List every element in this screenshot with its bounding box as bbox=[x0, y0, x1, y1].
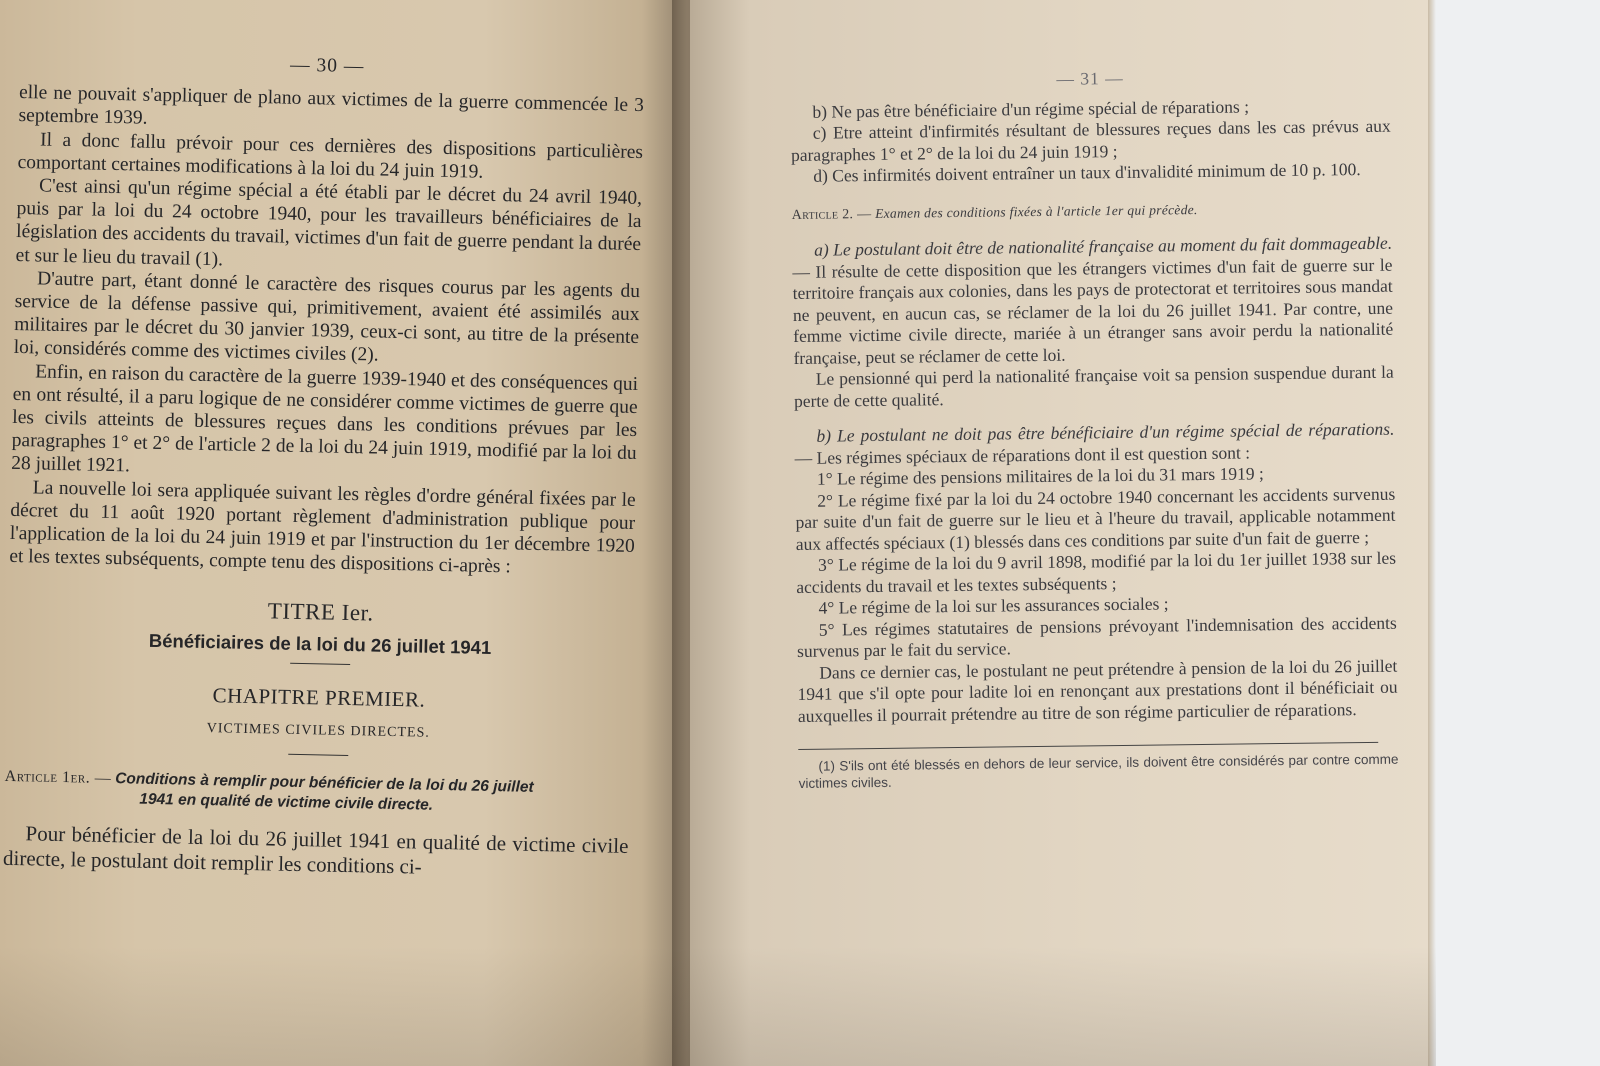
regime-item: 3° Le régime de la loi du 9 avril 1898, modifié par la loi du 1er juillet 1938 sur les accidents du travail et les textes subséquents ; bbox=[796, 547, 1397, 597]
article-title: Examen des conditions fixées à l'article 1er qui précède. bbox=[875, 201, 1198, 221]
regime-item: 4° Le régime de la loi sur les assurances sociales ; bbox=[818, 593, 1169, 618]
chapter-heading: CHAPITRE PREMIER. bbox=[212, 683, 426, 712]
right-page-text bbox=[790, 65, 1399, 792]
paragraph: Enfin, en raison du caractère de la guerre 1939-1940 et des conséquences qui en ont résulté, il a paru logique de ne considérer comme victimes de guerre que les civils atteints de blessures reçues dans les conditions prévues par les paragraphes 1° et 2° de l'article 2 de la loi du 24 juin 1919, modifié par la loi du 28 juillet 1921. bbox=[11, 361, 639, 477]
page-edge bbox=[1428, 0, 1436, 1066]
chapter-subtitle: VICTIMES CIVILES DIRECTES. bbox=[206, 721, 430, 741]
paragraph: D'autre part, étant donné le caractère des risques courus par les agents du service de la défense passive qui, primitivement, avaient été assimilés aux militaires par le décret du 30 janvier 1939, ceux-ci sont, au titre de la présente loi, considérés comme des victimes civiles (2). bbox=[13, 268, 641, 367]
page-number: — 31 — bbox=[1056, 67, 1124, 89]
divider bbox=[290, 663, 350, 665]
regime-item: 1° Le régime des pensions militaires de la loi du 31 mars 1919 ; bbox=[816, 463, 1264, 489]
paragraph-a-text: — Il résulte de cette disposition que les étrangers victimes d'un fait de guerre sur le territoire français aux colonies, dans les pays de protectorat et territoires sous mandat ne peuvent, en aucun cas, se réclamer de la loi du 26 juillet 1941. Par contre, une femme victime civile directe, mariée à un étranger sans avoir perdu la nationalité française, peut se réclamer de cette loi. bbox=[792, 254, 1394, 368]
article-label: Article 2. — bbox=[791, 206, 872, 223]
paragraph: Pour bénéficier de la loi du 26 juillet 1941 en qualité de victime civile directe, le postulant doit remplir les conditions ci- bbox=[2, 821, 629, 879]
paragraph-a bbox=[792, 233, 1394, 369]
article-1-heading bbox=[4, 767, 630, 820]
condition-item: b) Ne pas être bénéficiaire d'un régime spécial de réparations ; bbox=[812, 95, 1250, 122]
paragraph: Le pensionné qui perd la nationalité française voit sa pension suspendue durant la perte de cette qualité. bbox=[793, 361, 1394, 411]
footnote-divider bbox=[798, 742, 1378, 750]
article-label: Article 1er. — bbox=[4, 768, 112, 788]
paragraph-b bbox=[794, 419, 1394, 469]
paragraph: C'est ainsi qu'un régime spécial a été établi par le décret du 24 avril 1940, puis par la loi du 24 octobre 1940, pour les travailleurs bénéficiaires de la législation des accidents du travail, victimes d'un fait de guerre pendant la durée et sur le lieu du travail (1). bbox=[15, 175, 643, 270]
titre-subtitle: Bénéficiaires de la loi du 26 juillet 1941 bbox=[148, 629, 492, 658]
article-title-continued: 1941 en qualité de victime civile directe. bbox=[139, 790, 434, 815]
condition-item: c) Etre atteint d'infirmités résultant de blessures reçues dans les cas prévus aux paragraphes 1° et 2° de la loi du 24 juin 1919 ; bbox=[790, 115, 1391, 165]
regime-item: 5° Les régimes statutaires de pensions prévoyant l'indemnisation des accidents survenus par le fait du service. bbox=[796, 612, 1397, 661]
paragraph: elle ne pouvait s'appliquer de plano aux victimes de la guerre commencée le 3 septembre 1939. bbox=[18, 82, 645, 130]
paragraph-a-heading: a) Le postulant doit être de nationalité française au moment du fait dommageable. bbox=[814, 232, 1393, 260]
paragraph-b-heading: b) Le postulant ne doit pas être bénéficiaire d'un régime spécial de réparations. bbox=[816, 418, 1395, 446]
article-title: Conditions à remplir pour bénéficier de la loi du 26 juillet bbox=[114, 770, 534, 797]
page-number: — 30 — bbox=[289, 54, 365, 78]
left-page-text bbox=[3, 48, 645, 884]
divider bbox=[288, 754, 348, 756]
paragraph: Il a donc fallu prévoir pour ces dernières des dispositions particulières comportant certaines modifications à la loi du 24 juin 1919. bbox=[17, 129, 644, 183]
titre-heading: TITRE Ier. bbox=[267, 598, 374, 626]
paragraph: Dans ce dernier cas, le postulant ne peut prétendre à pension de la loi du 26 juillet 1941 que s'il opte pour ladite loi en renonçant aux prestations dont il bénéficiait ou auxquelles il pourrait prétendre au titre de son régime particulier de réparations. bbox=[797, 655, 1398, 726]
left-page bbox=[0, 0, 690, 1066]
paragraph: La nouvelle loi sera appliquée suivant les règles d'ordre général fixées par le décret du 11 août 1920 portant règlement d'administration publique pour l'application de la loi du 24 juin 1919 et par l'instruction du 1er décembre 1920 et les textes subséquents, compte tenu des dispositions ci-après : bbox=[9, 477, 636, 578]
condition-item: d) Ces infirmités doivent entraîner un taux d'invalidité minimum de 10 p. 100. bbox=[813, 159, 1361, 186]
regime-item: 2° Le régime fixé par la loi du 24 octobre 1940 concernant les accidents survenus par suite d'un fait de guerre sur le lieu et à l'heure du travail, applicable notamment aux affectés spéciaux (1) blessés dans ces conditions par suite d'un fait de guerre ; bbox=[795, 483, 1396, 554]
article-2-heading bbox=[792, 196, 1392, 226]
paragraph-b-text: — Les régimes spéciaux de réparations dont il est question sont : bbox=[794, 441, 1251, 468]
footnote: (1) S'ils ont été blessés en dehors de leur service, ils doivent être considérés par contre comme victimes civiles. bbox=[798, 751, 1399, 791]
